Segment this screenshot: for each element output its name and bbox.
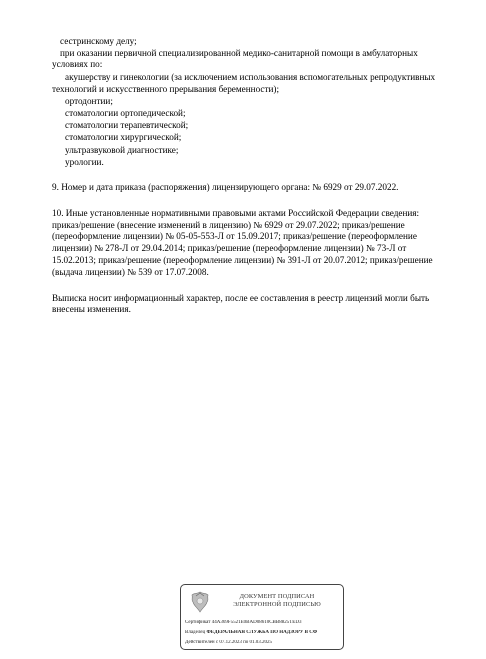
- text-line: внесены изменения.: [52, 304, 131, 314]
- stamp-validity: Действителен с 07.12.2023 по 01.03.2025: [185, 640, 272, 645]
- stamp-subtitle: ЭЛЕКТРОННОЙ ПОДПИСЬЮ: [233, 601, 321, 608]
- text-line: (переоформление лицензии) № 05-05-553-Л от 15.09.2017; приказ/решение (переоформление: [52, 231, 417, 241]
- stamp-certificate: [185, 620, 343, 625]
- text-line: при оказании первичной специализированной медико-санитарной помощи в амбулаторных: [60, 48, 418, 58]
- text-line: приказ/решение (внесение изменений в лицензию) № 6929 от 29.07.2022; приказ/решение: [52, 220, 405, 230]
- text-line: 15.02.2013; приказ/решение (переоформление лицензии) № 391-Л от 20.07.2012; приказ/решение: [52, 255, 433, 265]
- owner-label: Владелец: [185, 630, 206, 635]
- text-line: лицензии) № 278-Л от 29.04.2014; приказ/решение (переоформление лицензии) № 73-Л от: [52, 243, 407, 253]
- stamp-title: ДОКУМЕНТ ПОДПИСАН: [239, 593, 315, 600]
- license-order-line: 9. Номер и дата приказа (распоряжения) лицензирующего органа: № 6929 от 29.07.2022.: [52, 182, 399, 192]
- text-line: ортодонтии;: [65, 96, 113, 106]
- text-line: стоматологии ортопедической;: [65, 108, 186, 118]
- text-line: Выписка носит информационный характер, после ее составления в реестр лицензий могли быть: [52, 293, 430, 303]
- coat-of-arms-icon: [189, 590, 211, 614]
- electronic-signature-stamp: [180, 584, 344, 650]
- text-line: технологий и искусственного прерывания беременности);: [52, 84, 280, 94]
- stamp-owner: [185, 630, 343, 635]
- text-line: стоматологии хирургической;: [65, 132, 182, 142]
- text-line: урологии.: [65, 157, 104, 167]
- text-line: условиях по:: [52, 59, 103, 69]
- certificate-value: 44A369F5521E0BAD08610CBB8825TED3: [211, 620, 302, 625]
- text-line: акушерству и гинекологии (за исключением использования вспомогательных репродуктивных: [65, 72, 436, 82]
- text-line: 10. Иные установленные нормативными правовыми актами Российской Федерации сведения:: [52, 208, 420, 218]
- text-line: ультразвуковой диагностике;: [65, 145, 179, 155]
- text-line: (выдача лицензии) № 539 от 17.07.2008.: [52, 267, 209, 277]
- text-line: стоматологии терапевтической;: [65, 120, 189, 130]
- owner-value: ФЕДЕРАЛЬНАЯ СЛУЖБА ПО НАДЗОРУ В СФ: [206, 630, 318, 635]
- text-line: сестринскому делу;: [60, 36, 137, 46]
- certificate-label: Сертификат: [185, 620, 211, 625]
